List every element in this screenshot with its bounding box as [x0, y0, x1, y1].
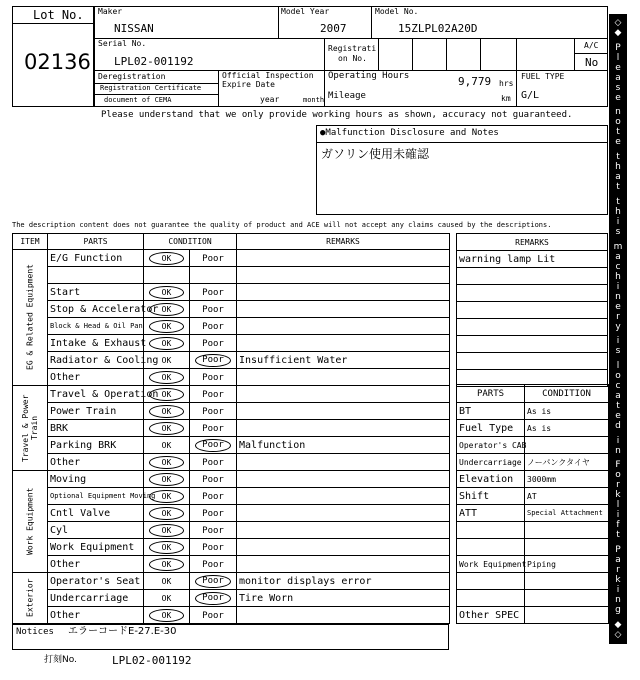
condition-header: CONDITION — [144, 234, 237, 250]
sidebar-word: ◆ ◇ — [614, 619, 622, 640]
part-name: Travel & Operation — [48, 386, 144, 403]
right-parts-row — [457, 420, 609, 437]
condition-poor: Poor — [202, 389, 224, 400]
right-part-condition: 3000mm — [525, 471, 609, 488]
condition-poor: Poor — [195, 575, 231, 588]
right-parts-row — [457, 607, 609, 624]
reg-cert-label: Registration Certificate — [100, 84, 202, 92]
condition-ok-cell — [144, 386, 190, 403]
condition-poor: Poor — [202, 474, 224, 485]
remark-cell — [237, 403, 450, 420]
condition-poor: Poor — [202, 525, 224, 536]
part-name — [48, 267, 144, 284]
table-row — [13, 335, 450, 352]
condition-ok-cell — [144, 318, 190, 335]
table-row — [13, 556, 450, 573]
maker-value: NISSAN — [114, 22, 154, 35]
right-part-name: Fuel Type — [457, 420, 525, 437]
hours-notice: Please understand that we only provide working hours as shown, accuracy not guaranteed. — [101, 110, 573, 120]
remark-cell — [237, 556, 450, 573]
part-name: Other — [48, 556, 144, 573]
right-parts-row — [457, 556, 609, 573]
ac-value: No — [585, 56, 599, 69]
part-name: Stop & Accelerator — [48, 301, 144, 318]
condition-ok-cell — [144, 488, 190, 505]
right-remarks-table — [456, 233, 608, 387]
condition-poor-cell — [190, 437, 237, 454]
right-part-name: Work Equipment — [457, 556, 525, 573]
header-col-line — [94, 94, 218, 95]
item-group-label: EG & Related Equipment — [25, 264, 35, 371]
condition-ok-cell — [144, 403, 190, 420]
remark-cell — [237, 454, 450, 471]
condition-ok: OK — [149, 558, 185, 571]
header-col-line — [574, 53, 608, 54]
part-name: Undercarriage — [48, 590, 144, 607]
fuel-type-label: FUEL TYPE — [521, 72, 565, 81]
condition-ok-cell — [144, 284, 190, 301]
header-col-line — [218, 70, 219, 107]
header-row-line-1 — [94, 38, 608, 39]
right-part-name: Shift — [457, 488, 525, 505]
right-parts-row — [457, 471, 609, 488]
right-part-condition: AT — [525, 488, 609, 505]
part-name: Block & Head & Oil Pan — [48, 318, 144, 335]
sidebar-word: P a r k i n g — [615, 545, 621, 616]
remark-cell — [237, 607, 450, 624]
condition-poor: Poor — [202, 372, 224, 383]
condition-poor-cell — [190, 301, 237, 318]
condition-poor: Poor — [202, 610, 224, 621]
part-name: Moving — [48, 471, 144, 488]
table-row — [13, 590, 450, 607]
condition-poor-cell — [190, 556, 237, 573]
condition-poor: Poor — [202, 559, 224, 570]
condition-poor: Poor — [202, 321, 224, 332]
condition-ok-cell — [144, 505, 190, 522]
stamp-label: 打刻No. — [44, 655, 77, 665]
part-name: Start — [48, 284, 144, 301]
disclaimer: The description content does not guarantee the quality of product and ACE will not accept any claims caused by the descriptions. — [12, 221, 552, 229]
sidebar-word: ◇ ◆ — [614, 18, 622, 38]
condition-ok: OK — [149, 456, 185, 469]
cema-label: document of CEMA — [104, 96, 172, 104]
remark-cell — [237, 250, 450, 267]
table-row — [13, 454, 450, 471]
right-parts-row — [457, 488, 609, 505]
remark-cell — [237, 488, 450, 505]
condition-ok-cell — [144, 522, 190, 539]
right-part-name: Elevation — [457, 471, 525, 488]
month-label: month — [303, 96, 325, 104]
condition-ok: OK — [149, 320, 185, 333]
op-hours-value: 9,779 — [458, 75, 492, 88]
remark-cell — [237, 284, 450, 301]
part-name: Other — [48, 607, 144, 624]
right-part-name — [457, 573, 525, 590]
condition-poor: Poor — [202, 508, 224, 519]
part-name: Cntl Valve — [48, 505, 144, 522]
header-col-line — [278, 6, 279, 38]
condition-ok: OK — [149, 524, 185, 537]
header-col-line — [480, 38, 481, 70]
condition-poor-cell — [190, 505, 237, 522]
remark-cell — [237, 505, 450, 522]
right-part-condition: As is — [525, 420, 609, 437]
remark-cell: Tire Worn — [237, 590, 450, 607]
table-row — [13, 607, 450, 624]
part-name: Cyl — [48, 522, 144, 539]
remark-cell — [237, 335, 450, 352]
sidebar-word: t h i s — [615, 196, 621, 237]
header-col-line — [371, 6, 372, 38]
header-col-line — [324, 70, 325, 107]
condition-ok-cell — [144, 420, 190, 437]
right-parts-row — [457, 505, 609, 522]
condition-ok-cell — [144, 607, 190, 624]
condition-poor: Poor — [195, 439, 231, 452]
condition-poor: Poor — [202, 457, 224, 468]
remark-cell: monitor displays error — [237, 573, 450, 590]
right-remark-line — [457, 268, 608, 285]
right-parts-row — [457, 454, 609, 471]
part-name: Operator's Seat — [48, 573, 144, 590]
table-row — [13, 318, 450, 335]
malfunction-divider — [316, 142, 608, 143]
condition-ok-cell — [144, 454, 190, 471]
fuel-type-value: G/L — [521, 90, 540, 101]
condition-poor-cell — [190, 284, 237, 301]
remark-cell — [237, 318, 450, 335]
condition-poor: Poor — [202, 406, 224, 417]
right-remark-line — [457, 285, 608, 302]
hrs-label: hrs — [499, 79, 514, 88]
right-parts-header: PARTS — [457, 385, 525, 403]
sidebar-word: t h a t — [615, 152, 621, 193]
table-row — [13, 471, 450, 488]
op-hours-label: Operating Hours — [328, 71, 410, 81]
condition-ok: OK — [149, 541, 185, 554]
condition-poor-cell — [190, 403, 237, 420]
right-remark-line — [457, 302, 608, 319]
remark-cell — [237, 471, 450, 488]
header-col-line — [516, 70, 517, 107]
condition-ok: OK — [149, 337, 185, 350]
condition-poor: Poor — [202, 287, 224, 298]
table-row — [13, 420, 450, 437]
right-parts-row — [457, 403, 609, 420]
condition-poor: Poor — [195, 592, 231, 605]
header-col-line — [574, 38, 575, 70]
condition-ok: OK — [149, 422, 185, 435]
part-name: Other — [48, 369, 144, 386]
right-remark-line — [457, 319, 608, 336]
condition-table — [12, 233, 450, 624]
condition-ok: OK — [149, 388, 185, 401]
right-part-name — [457, 539, 525, 556]
right-part-name: Undercarriage — [457, 454, 525, 471]
sidebar-word: F o r k l i f t — [615, 460, 621, 541]
right-parts-row — [457, 539, 609, 556]
table-row — [13, 437, 450, 454]
registration-label: Registrati — [328, 44, 377, 53]
condition-poor-cell — [190, 369, 237, 386]
part-name: Optional Equipment Moving — [48, 488, 144, 505]
condition-poor-cell — [190, 590, 237, 607]
part-name: Intake & Exhaust — [48, 335, 144, 352]
right-part-condition — [525, 522, 609, 539]
condition-ok-cell — [144, 471, 190, 488]
item-group-label: Exterior — [25, 578, 35, 618]
right-part-condition: ノーパンクタイヤ — [525, 454, 609, 471]
condition-ok-cell — [144, 539, 190, 556]
condition-ok: OK — [149, 371, 185, 384]
condition-ok: OK — [149, 286, 185, 299]
part-name: Work Equipment — [48, 539, 144, 556]
part-name: Other — [48, 454, 144, 471]
right-parts-row — [457, 573, 609, 590]
condition-ok: OK — [161, 576, 172, 586]
lot-number: 02136 — [24, 50, 91, 74]
condition-ok: OK — [161, 355, 172, 365]
part-name: Parking BRK — [48, 437, 144, 454]
right-parts-row — [457, 590, 609, 607]
condition-poor-cell — [190, 573, 237, 590]
condition-ok-cell — [144, 301, 190, 318]
malfunction-title: ●Malfunction Disclosure and Notes — [320, 128, 499, 138]
right-parts-row — [457, 437, 609, 454]
right-remark-line — [457, 353, 608, 370]
mileage-label: Mileage — [328, 91, 366, 101]
table-row — [13, 267, 450, 284]
condition-poor-cell — [190, 522, 237, 539]
right-part-name: ATT — [457, 505, 525, 522]
notices-label: Notices — [16, 627, 54, 637]
right-part-name: BT — [457, 403, 525, 420]
part-name: E/G Function — [48, 250, 144, 267]
ac-label: A/C — [584, 41, 599, 50]
table-row — [13, 488, 450, 505]
serial-value: LPL02-001192 — [114, 55, 194, 68]
condition-ok-cell — [144, 573, 190, 590]
condition-poor: Poor — [202, 423, 224, 434]
year-label: year — [260, 95, 280, 104]
header-col-line — [378, 38, 379, 70]
right-part-condition: Piping — [525, 556, 609, 573]
condition-ok-cell — [144, 437, 190, 454]
right-part-name: Other SPEC — [457, 607, 525, 624]
malfunction-box — [316, 125, 608, 215]
notices-value: エラーコードE-27.E-30 — [68, 626, 177, 637]
sidebar-word: m a c h i n e r y — [613, 241, 623, 332]
condition-poor-cell — [190, 454, 237, 471]
table-row — [13, 369, 450, 386]
model-no-value: 15ZLPL02A20D — [398, 22, 478, 35]
right-part-condition — [525, 607, 609, 624]
condition-poor-cell — [190, 420, 237, 437]
item-group-label: Work Equipment — [25, 487, 35, 556]
condition-ok-cell — [144, 267, 190, 284]
condition-ok: OK — [149, 473, 185, 486]
condition-ok: OK — [161, 593, 172, 603]
condition-poor: Poor — [202, 542, 224, 553]
right-remarks-header: REMARKS — [457, 234, 608, 251]
item-group-cell — [13, 386, 48, 471]
condition-poor-cell — [190, 471, 237, 488]
remark-cell — [237, 369, 450, 386]
condition-poor: Poor — [202, 338, 224, 349]
sidebar-word: i s — [615, 336, 621, 357]
remark-cell — [237, 420, 450, 437]
sidebar-text — [609, 14, 627, 644]
remark-cell — [237, 522, 450, 539]
condition-ok: OK — [149, 507, 185, 520]
condition-ok: OK — [149, 303, 185, 316]
condition-poor-cell — [190, 386, 237, 403]
condition-ok: OK — [149, 252, 185, 265]
right-part-condition — [525, 590, 609, 607]
right-part-name: Operator's CAB — [457, 437, 525, 454]
item-group-cell — [13, 250, 48, 386]
right-remark-line — [457, 336, 608, 353]
condition-ok: OK — [149, 490, 185, 503]
part-name: Power Train — [48, 403, 144, 420]
inspection-label-2: Expire Date — [222, 80, 275, 89]
right-part-name — [457, 590, 525, 607]
sidebar-word: l o c a t e d — [615, 361, 621, 432]
remarks-header: REMARKS — [237, 234, 450, 250]
right-part-condition: As is — [525, 403, 609, 420]
km-label: km — [501, 94, 511, 103]
table-row — [13, 505, 450, 522]
table-row — [13, 352, 450, 369]
right-part-condition — [525, 573, 609, 590]
item-group-cell — [13, 471, 48, 573]
table-row — [13, 573, 450, 590]
part-name: BRK — [48, 420, 144, 437]
part-name: Radiator & Cooling — [48, 352, 144, 369]
condition-poor-cell — [190, 539, 237, 556]
remark-cell — [237, 386, 450, 403]
item-group-label: Travel & Power Train — [21, 394, 39, 462]
condition-ok-cell — [144, 369, 190, 386]
sidebar-word: n o t e — [615, 107, 621, 148]
header-col-line — [412, 38, 413, 70]
item-group-cell — [13, 573, 48, 624]
model-no-label: Model No. — [375, 7, 419, 16]
condition-ok-cell — [144, 590, 190, 607]
remark-cell — [237, 539, 450, 556]
table-row — [13, 284, 450, 301]
serial-label: Serial No. — [98, 39, 147, 48]
inspection-label: Official Inspection — [222, 71, 314, 80]
right-condition-header: CONDITION — [525, 385, 609, 403]
condition-poor-cell — [190, 318, 237, 335]
right-part-name — [457, 522, 525, 539]
registration-label-2: on No. — [338, 54, 367, 63]
table-row — [13, 250, 450, 267]
condition-ok: OK — [149, 609, 185, 622]
location-sidebar — [609, 14, 627, 644]
table-row — [13, 522, 450, 539]
right-part-condition — [525, 539, 609, 556]
parts-header: PARTS — [48, 234, 144, 250]
condition-ok-cell — [144, 335, 190, 352]
table-row — [13, 301, 450, 318]
malfunction-text: ガソリン使用未確認 — [321, 147, 430, 161]
condition-poor-cell — [190, 488, 237, 505]
model-year-value: 2007 — [320, 22, 347, 35]
header-col-line — [446, 38, 447, 70]
condition-poor: Poor — [195, 354, 231, 367]
condition-ok: OK — [149, 405, 185, 418]
remark-cell — [237, 267, 450, 284]
right-remark-line: warning lamp Lit — [457, 251, 608, 268]
condition-poor-cell — [190, 250, 237, 267]
condition-ok: OK — [161, 440, 172, 450]
condition-poor-cell — [190, 267, 237, 284]
remark-cell — [237, 301, 450, 318]
right-part-condition — [525, 437, 609, 454]
condition-poor: Poor — [202, 253, 224, 264]
condition-poor-cell — [190, 352, 237, 369]
header-col-line — [324, 38, 325, 70]
sidebar-word: i n — [615, 435, 621, 456]
stamp-value: LPL02-001192 — [112, 654, 192, 667]
dereg-label: Deregistration — [98, 72, 166, 81]
condition-poor-cell — [190, 607, 237, 624]
right-parts-table — [456, 384, 609, 624]
table-row — [13, 403, 450, 420]
condition-ok-cell — [144, 556, 190, 573]
lot-label: Lot No. — [33, 8, 84, 22]
remark-cell: Malfunction — [237, 437, 450, 454]
condition-ok-cell — [144, 250, 190, 267]
right-part-condition: Special Attachment — [525, 505, 609, 522]
model-year-label: Model Year — [281, 7, 330, 16]
remark-cell: Insufficient Water — [237, 352, 450, 369]
right-parts-row — [457, 522, 609, 539]
maker-label: Maker — [98, 7, 123, 16]
condition-poor: Poor — [202, 491, 224, 502]
condition-poor-cell — [190, 335, 237, 352]
item-header: ITEM — [13, 234, 48, 250]
condition-poor: Poor — [202, 304, 224, 315]
table-row — [13, 539, 450, 556]
table-row — [13, 386, 450, 403]
sidebar-word: P l e a s e — [615, 42, 621, 103]
header-col-line — [516, 38, 517, 70]
